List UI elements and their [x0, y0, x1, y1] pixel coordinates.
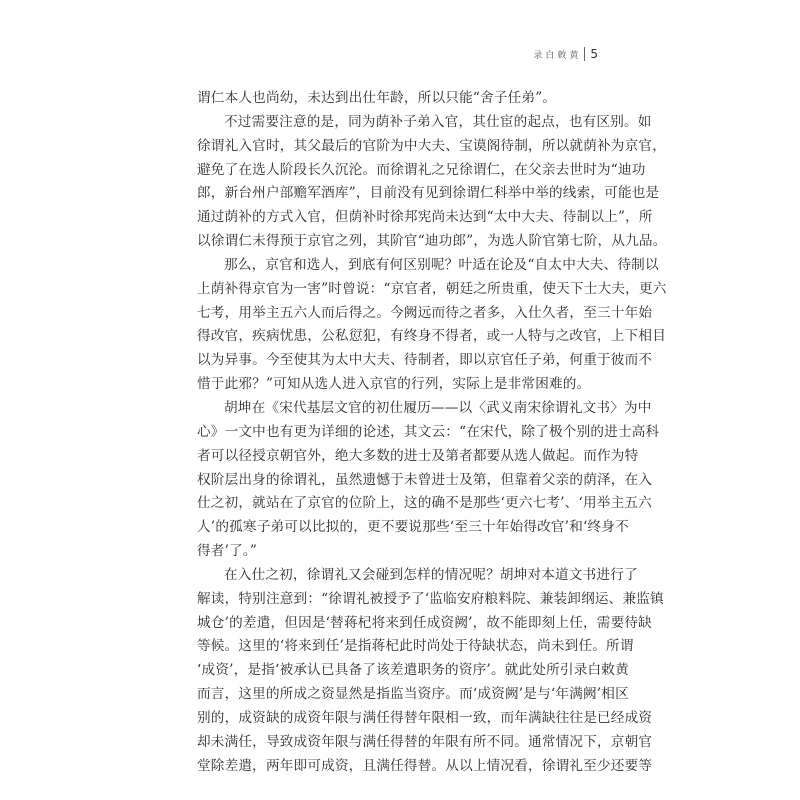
text-line: 徐谓礼入官时，其父最后的官阶为中大夫、宝谟阁待制，所以就荫补为京官，	[197, 137, 666, 154]
text-line: 谓仁本人也尚幼，未达到出仕年龄，所以只能“舍子任弟”。	[197, 90, 557, 106]
text-line: 在入仕之初，徐谓礼又会碰到怎样的情况呢？胡坤对本道文书进行了	[224, 566, 638, 583]
running-title: 录白敕黄	[533, 50, 582, 61]
text-line: 等候。这里的‘将来到任’是指蒋杞此时尚处于待缺状态，尚未到任。所谓	[197, 638, 634, 655]
page-number: 5	[590, 47, 598, 61]
text-line: 以徐谓仁未得预于京官之列，其阶官“迪功郎”，为选人阶官第七阶，从九品。	[197, 233, 667, 250]
text-line: 别的，成资缺的成资年限与满任得替年限相一致，而年满缺往往是已经成资	[197, 709, 653, 726]
text-line: 权阶层出身的徐谓礼，虽然遗憾于未曾进士及第，但靠着父亲的荫泽，在入	[197, 471, 653, 488]
text-line: 以为异事。今至使其为太中大夫、待制者，即以京官任子弟，何重于彼而不	[197, 352, 653, 369]
text-line: 堂除差遣，两年即可成资，且满任得替。从以上情况看，徐谓礼至少还要等	[197, 757, 653, 774]
text-line: 七考，用举主五六人而后得之。今阙远而待之者多，入仕久者，至三十年始	[197, 304, 653, 321]
text-line: 得者’了。”	[197, 543, 258, 560]
text-line: 那么，京官和选人，到底有何区别呢？叶适在论及“自太中大夫、待制以	[224, 256, 659, 273]
text-line: 郎，新台州户部赡军酒库”，目前没有见到徐谓仁科举中举的线索，可能也是	[197, 185, 660, 202]
text-line: 上荫补得京官为一害”时曾说：“京官者，朝廷之所贵重，使天下士大夫，更六	[197, 280, 667, 297]
text-line: 心》一文中也有更为详细的论述，其文云：“在宋代，除了极个别的进士高科	[197, 423, 660, 440]
text-line: 者可以径授京朝官外，绝大多数的进士及第者都要从选人做起。而作为特	[197, 447, 639, 464]
text-line: 城仓’的差遣，但因是‘替蒋杞将来到任成资阙’，故不能即刻上任，需要待缺	[197, 614, 652, 631]
text-line: 解读，特别注意到：“徐谓礼被授予了‘监临安府粮料院、兼装卸纲运、兼监镇	[197, 590, 664, 607]
text-line: 避免了在选人阶段长久沉沦。而徐谓礼之兄徐谓仁，在父亲去世时为“迪功	[197, 161, 646, 178]
text-line: 而言，这里的所成之资显然是指监当资序。而‘成资阙’是与‘年满阙’相区	[197, 686, 629, 703]
text-line: 仕之初，就站在了京官的位阶上，这的确不是那些‘更六七考’、‘用举主五六	[197, 495, 652, 512]
text-line: 不过需要注意的是，同为荫补子弟入官，其仕宦的起点，也有区别。如	[224, 113, 652, 130]
text-line: 胡坤在《宋代基层文官的初仕履历——以〈武义南宋徐谓礼文书〉为中	[224, 399, 652, 416]
text-line: ‘成资’，是指‘被承认已具备了该差遣职务的资序’。就此处所引录白敕黄	[197, 662, 629, 679]
running-header	[533, 47, 598, 61]
text-line: 得改官，疾病忧患，公私愆犯，有终身不得者，或一人特与之改官，上下相目	[197, 328, 666, 345]
text-line: 通过荫补的方式入官，但荫补时徐邦宪尚未达到“太中大夫、待制以上”，所	[197, 209, 653, 226]
body-text	[197, 87, 667, 778]
header-divider	[584, 47, 585, 61]
text-line: 惜于此邪？”可知从选人进入京官的行列，实际上是非常困难的。	[197, 376, 591, 393]
text-line: 却未满任，导致成资年限与满任得替的年限有所不同。通常情况下，京朝官	[197, 733, 653, 750]
text-line: 人’的孤寒子弟可以比拟的，更不要说那些‘至三十年始得改官’和‘终身不	[197, 519, 629, 536]
